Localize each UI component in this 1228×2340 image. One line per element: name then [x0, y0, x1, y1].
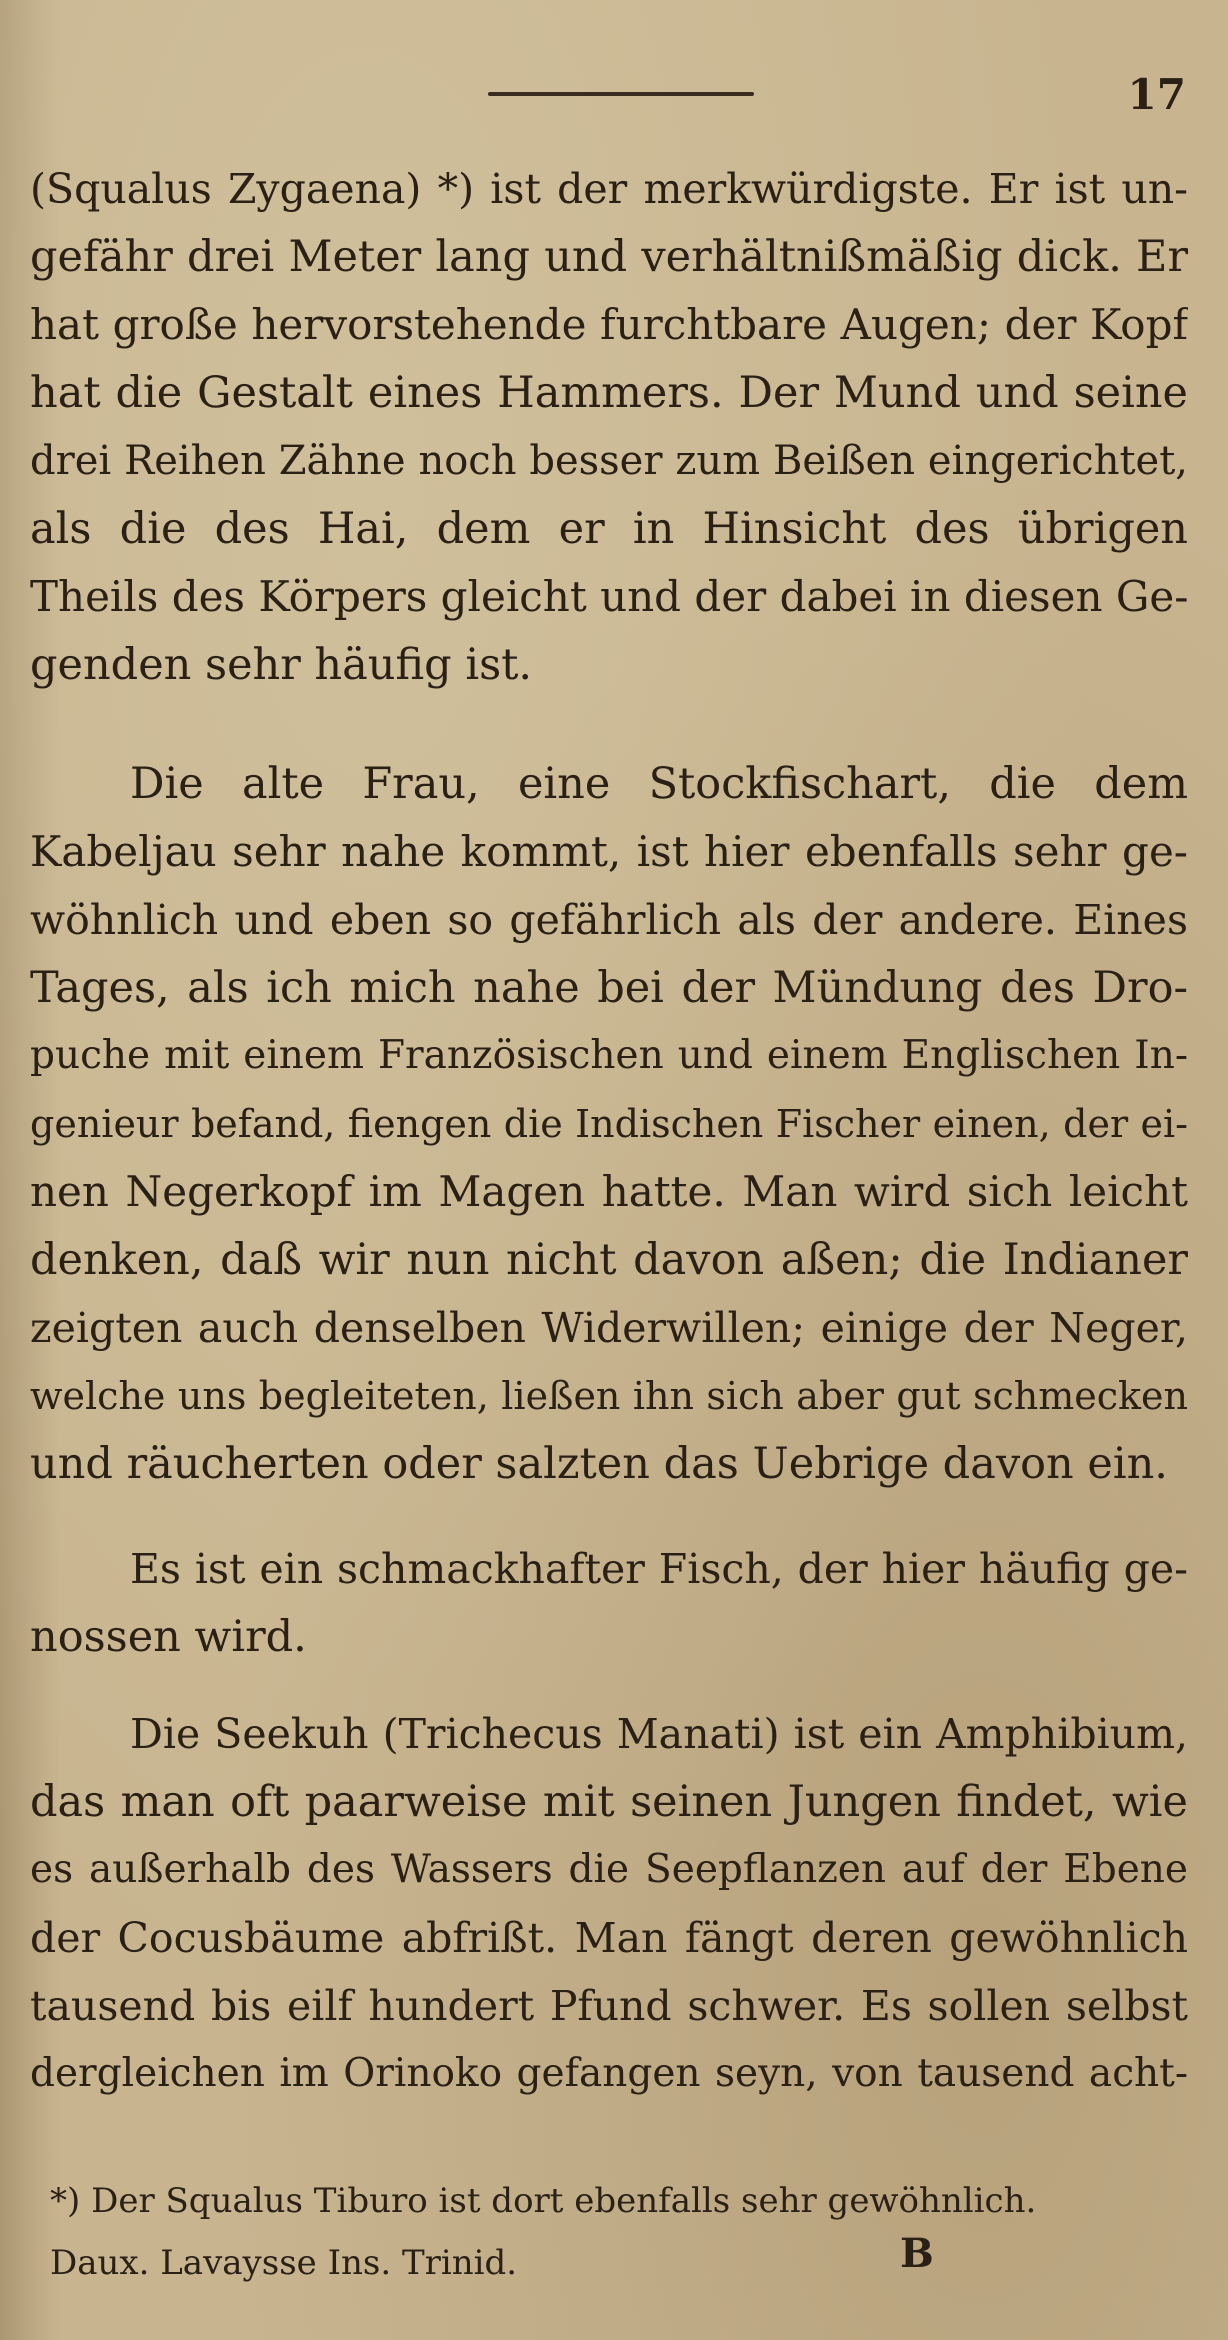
- text-line: (Squalus Zygaena) *) ist der merkwürdigste. Er ist un-: [30, 165, 1188, 213]
- footnote: [50, 2170, 1160, 2294]
- text-line: Kabeljau sehr nahe kommt, ist hier ebenfalls sehr ge-: [30, 827, 1188, 876]
- text-line: wöhnlich und eben so gefährlich als der andere. Eines: [30, 896, 1188, 944]
- text-line: Die alte Frau, eine Stockfischart, die dem: [130, 759, 1188, 809]
- paragraph-1: [30, 155, 1188, 699]
- text-line: Theils des Körpers gleicht und der dabei in diesen Ge-: [30, 572, 1188, 621]
- text-line: Die Seekuh (Trichecus Manati) ist ein Amphibium,: [130, 1710, 1188, 1758]
- text-line: dergleichen im Orinoko gefangen seyn, von tausend acht-: [30, 2051, 1188, 2096]
- paragraph-2: [30, 750, 1188, 1498]
- text-line: drei Reihen Zähne noch besser zum Beißen eingerichtet,: [30, 438, 1188, 484]
- signature-mark: B: [900, 2230, 934, 2277]
- text-line: und räucherten oder salzten das Uebrige davon ein.: [30, 1439, 1168, 1489]
- text-line: denken, daß wir nun nicht davon aßen; die Indianer: [30, 1235, 1188, 1285]
- text-line: genieur befand, fiengen die Indischen Fischer einen, der ei-: [30, 1102, 1188, 1146]
- text-line: als die des Hai, dem er in Hinsicht des übrigen: [30, 504, 1188, 554]
- footnote-line: *) Der Squalus Tiburo ist dort ebenfalls sehr gewöhnlich.: [50, 2181, 1037, 2221]
- text-line: das man oft paarweise mit seinen Jungen findet, wie: [30, 1777, 1188, 1827]
- text-line: tausend bis eilf hundert Pfund schwer. Es sollen selbst: [30, 1982, 1188, 2030]
- paragraph-3: [30, 1535, 1188, 1671]
- footnote-line: Daux. Lavaysse Ins. Trinid.: [50, 2243, 518, 2283]
- text-line: zeigten auch denselben Widerwillen; einige der Neger,: [30, 1304, 1188, 1352]
- text-line: der Cocusbäume abfrißt. Man fängt deren gewöhnlich: [30, 1914, 1188, 1962]
- text-line: puche mit einem Französischen und einem Englischen In-: [30, 1033, 1188, 1078]
- header-rule: [488, 92, 754, 96]
- text-line: es außerhalb des Wassers die Seepflanzen auf der Ebene: [30, 1847, 1188, 1892]
- text-line: hat die Gestalt eines Hammers. Der Mund und seine: [30, 368, 1188, 418]
- text-line: welche uns begleiteten, ließen ihn sich aber gut schmecken: [30, 1374, 1188, 1418]
- text-line: Es ist ein schmackhafter Fisch, der hier häufig ge-: [130, 1545, 1188, 1593]
- text-line: nossen wird.: [30, 1612, 307, 1662]
- text-line: nen Negerkopf im Magen hatte. Man wird sich leicht: [30, 1167, 1188, 1216]
- text-line: gefähr drei Meter lang und verhältnißmäßig dick. Er: [30, 232, 1188, 282]
- page-number: 17: [1127, 70, 1186, 119]
- text-line: genden sehr häufig ist.: [30, 640, 533, 690]
- text-line: hat große hervorstehende furchtbare Augen; der Kopf: [30, 300, 1188, 349]
- text-line: Tages, als ich mich nahe bei der Mündung des Dro-: [30, 963, 1188, 1013]
- paragraph-4: [30, 1700, 1188, 2108]
